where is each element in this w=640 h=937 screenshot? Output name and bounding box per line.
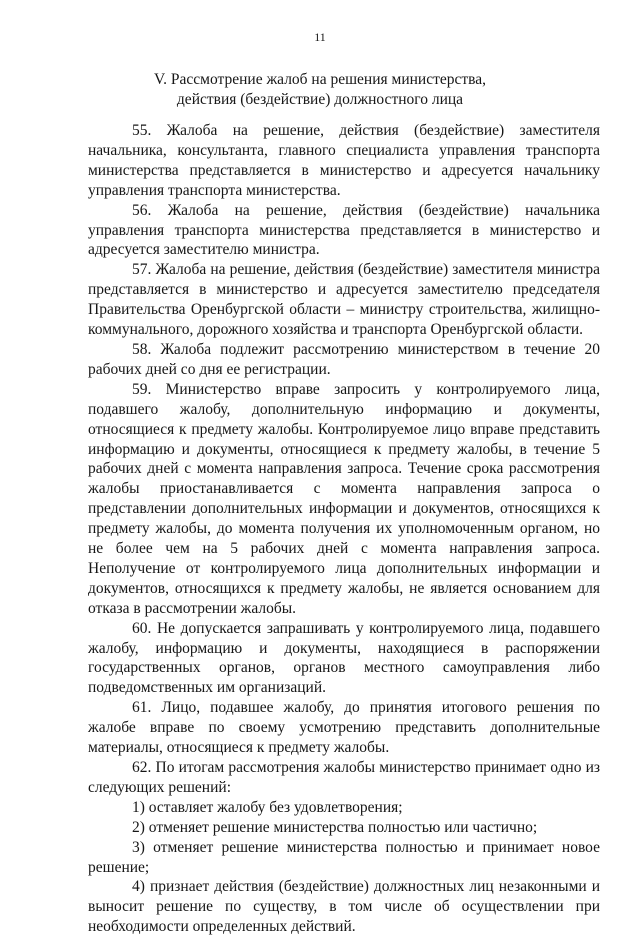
paragraph-55: 55. Жалоба на решение, действия (бездействие) заместителя начальника, консультанта, главного специалиста управления транспорта министерства представляется в министерство и адресуется начальнику управления транспорта министерства. [88,122,600,199]
list-item-3: 3) отменяет решение министерства полностью и принимает новое решение; [88,838,600,876]
section-heading-line-1: V. Рассмотрение жалоб на решения министерства, [153,71,487,88]
paragraph-60: 60. Не допускается запрашивать у контролируемого лица, подавшего жалобу, информацию и документы, находящиеся в распоряжении государственных органов, органов местного самоуправления либо подведомственных им организаций. [88,619,600,697]
paragraph-59: 59. Министерство вправе запросить у контролируемого лица, подавшего жалобу, дополнительную информацию и документы, относящиеся к предмету жалобы. Контролируемое лицо вправе представить информацию и документы, относящиеся к предмету жалобы, в течение 5 рабочих дней с момента направления запроса. Течение срока рассмотрения жалобы приостанавливается с момента направления запроса о представлении дополнительных информации и документов, относящихся к предмету жалобы, до момента получения их уполномоченным органом, но не более чем на 5 рабочих дней с момента направления запроса. Неполучение от контролируемого лица дополнительных информации и документов, относящихся к предмету жалобы, не является основанием для отказа в рассмотрении жалобы. [88,380,600,617]
section-heading-line-2: действия (бездействие) должностного лица [176,91,464,108]
list-item-2: 2) отменяет решение министерства полностью или частично; [132,818,538,836]
list-item-1: 1) оставляет жалобу без удовлетворения; [132,798,403,816]
page-number: 11 [314,30,326,44]
paragraph-62: 62. По итогам рассмотрения жалобы министерство принимает одно из следующих решений: [88,759,600,796]
paragraph-57: 57. Жалоба на решение, действия (бездействие) заместителя министра представляется в министерство и адресуется заместителю председателя Правительства Оренбургской области – министру строительства, жилищно-коммунального, дорожного хозяйства и транспорта Оренбургской области. [88,261,600,339]
document-body [88,121,600,937]
paragraph-61: 61. Лицо, подавшее жалобу, до принятия итогового решения по жалобе вправе по своему усмотрению представить дополнительные материалы, относящиеся к предмету жалобы. [88,699,600,757]
section-heading [88,70,552,110]
paragraph-56: 56. Жалоба на решение, действия (бездействие) начальника управления транспорта министерства представляется в министерство и адресуется заместителю министра. [88,201,600,259]
list-item-4: 4) признает действия (бездействие) должностных лиц незаконными и выносит решение по существу, в том числе об осуществлении при необходимости определенных действий. [88,878,600,936]
paragraph-58: 58. Жалоба подлежит рассмотрению министерством в течение 20 рабочих дней со дня ее регистрации. [88,340,600,378]
